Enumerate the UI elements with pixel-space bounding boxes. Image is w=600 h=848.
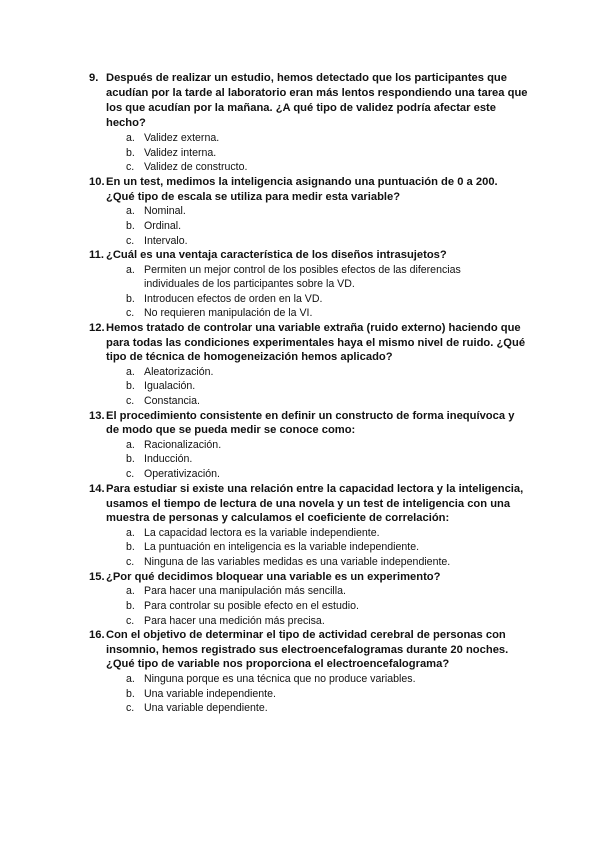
- question-number: 11.: [89, 249, 104, 261]
- option-text: Para controlar su posible efecto en el estudio.: [144, 600, 359, 612]
- option-letter: c.: [126, 235, 135, 247]
- option-text: individuales de los participantes sobre la VD.: [144, 278, 355, 290]
- option-text: Ordinal.: [144, 220, 182, 232]
- option-text: Para hacer una medición más precisa.: [144, 615, 325, 627]
- question-number: 13.: [89, 410, 105, 422]
- option-letter: b.: [126, 147, 135, 159]
- question-number: 16.: [89, 629, 105, 641]
- question-text-line: Con el objetivo de determinar el tipo de actividad cerebral de personas con: [106, 629, 506, 641]
- option-text: Intervalo.: [144, 235, 188, 247]
- option-letter: c.: [126, 307, 135, 319]
- option-text: Nominal.: [144, 205, 186, 217]
- question-number: 15.: [89, 571, 105, 583]
- option-letter: c.: [126, 556, 135, 568]
- option-letter: a.: [126, 585, 135, 597]
- option-text: Una variable independiente.: [144, 688, 276, 700]
- option-text: Racionalización.: [144, 439, 222, 451]
- option-text: La puntuación en inteligencia es la variable independiente.: [144, 541, 420, 553]
- question-text-line: insomnio, hemos registrado sus electroencefalogramas durante 20 noches.: [106, 644, 509, 656]
- option-letter: c.: [126, 395, 135, 407]
- question-text-line: Después de realizar un estudio, hemos detectado que los participantes que: [106, 72, 507, 84]
- question-text-line: tipo de técnica de homogeneización hemos aplicado?: [106, 351, 393, 363]
- option-text: Aleatorización.: [144, 366, 214, 378]
- option-letter: a.: [126, 527, 135, 539]
- option-letter: a.: [126, 673, 135, 685]
- question-text-line: ¿Qué tipo de variable nos proporciona el electroencefalograma?: [106, 658, 450, 670]
- option-text: Introducen efectos de orden en la VD.: [144, 293, 323, 305]
- question-text-line: Hemos tratado de controlar una variable extraña (ruido externo) haciendo que: [106, 322, 521, 334]
- option-text: Validez externa.: [144, 132, 220, 144]
- option-letter: a.: [126, 366, 135, 378]
- question-text-line: En un test, medimos la inteligencia asignando una puntuación de 0 a 200.: [106, 176, 498, 188]
- option-text: La capacidad lectora es la variable independiente.: [144, 527, 380, 539]
- option-text: Ninguna de las variables medidas es una variable independiente.: [144, 556, 451, 568]
- option-letter: b.: [126, 220, 135, 232]
- option-letter: b.: [126, 453, 135, 465]
- question-text-line: de modo que se pueda medir se conoce como:: [106, 424, 356, 436]
- option-letter: a.: [126, 264, 135, 276]
- option-letter: c.: [126, 615, 135, 627]
- option-letter: c.: [126, 468, 135, 480]
- option-text: No requieren manipulación de la VI.: [144, 307, 313, 319]
- option-letter: a.: [126, 132, 135, 144]
- option-letter: b.: [126, 293, 135, 305]
- question-text-line: hecho?: [106, 117, 146, 129]
- option-letter: b.: [126, 688, 135, 700]
- option-text: Permiten un mejor control de los posibles efectos de las diferencias: [144, 264, 461, 276]
- question-text-line: para todas las condiciones experimentales haya el mismo nivel de ruido. ¿Qué: [106, 337, 526, 349]
- option-text: Ninguna porque es una técnica que no produce variables.: [144, 673, 416, 685]
- option-letter: b.: [126, 380, 135, 392]
- option-text: Una variable dependiente.: [144, 702, 268, 714]
- question-number: 14.: [89, 483, 105, 495]
- question-text-line: muestra de personas y calculamos el coeficiente de correlación:: [106, 512, 450, 524]
- option-letter: a.: [126, 205, 135, 217]
- option-letter: c.: [126, 702, 135, 714]
- option-text: Validez interna.: [144, 147, 217, 159]
- question-text-line: usamos el tiempo de lectura de una novela y un test de inteligencia con una: [106, 498, 511, 510]
- option-text: Inducción.: [144, 453, 193, 465]
- option-letter: c.: [126, 161, 135, 173]
- question-number: 10.: [89, 176, 105, 188]
- question-number: 12.: [89, 322, 105, 334]
- option-text: Operativización.: [144, 468, 220, 480]
- option-text: Validez de constructo.: [144, 161, 248, 173]
- question-text-line: ¿Qué tipo de escala se utiliza para medir esta variable?: [106, 191, 401, 203]
- question-text-line: ¿Cuál es una ventaja característica de los diseños intrasujetos?: [106, 249, 447, 261]
- option-text: Constancia.: [144, 395, 200, 407]
- question-text-line: ¿Por qué decidimos bloquear una variable es un experimento?: [106, 571, 441, 583]
- option-letter: a.: [126, 439, 135, 451]
- question-text-line: los que acudían por la mañana. ¿A qué tipo de validez podría afectar este: [106, 102, 496, 114]
- question-text-line: acudían por la tarde al laboratorio eran más lentos respondiendo una tarea que: [106, 87, 528, 99]
- question-number: 9.: [89, 72, 99, 84]
- option-text: Para hacer una manipulación más sencilla.: [144, 585, 346, 597]
- option-text: Igualación.: [144, 380, 196, 392]
- option-letter: b.: [126, 600, 135, 612]
- question-text-line: Para estudiar si existe una relación entre la capacidad lectora y la inteligencia,: [106, 483, 524, 495]
- option-letter: b.: [126, 541, 135, 553]
- question-text-line: El procedimiento consistente en definir un constructo de forma inequívoca y: [106, 410, 515, 422]
